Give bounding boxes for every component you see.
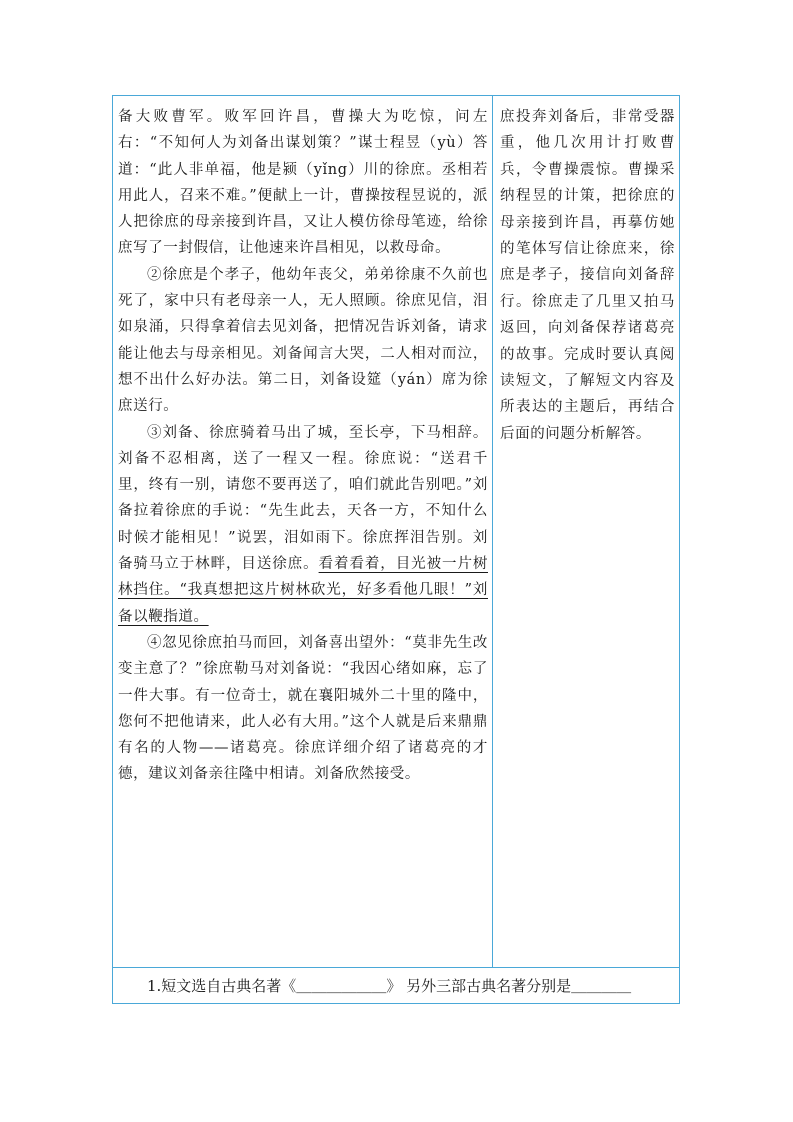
passage-paragraph-4: ④忽见徐庶拍马而回，刘备喜出望外：“莫非先生改变主意了？”徐庶勒马对刘备说：“我因心绪如麻，忘了一件大事。有一位奇士，就在襄阳城外二十里的隆中，您何不把他请来，此人必有大用。”这个人就是后来鼎鼎有名的人物——诸葛亮。徐庶详细介绍了诸葛亮的才德，建议刘备亲往隆中相请。刘备欣然接受。 [118,634,488,783]
content-table [112,95,680,1004]
passage-paragraph-3 [118,420,488,630]
underlined-sentence: 看着看着，目光被一片树林挡住。“我真想把这片树林砍光，好多看他几眼！”刘备以鞭指道。 [118,556,488,625]
analysis-text: 庶投奔刘备后，非常受器重，他几次用计打败曹兵，令曹操震惊。曹操采纳程昱的计策，把徐庶的母亲接到许昌，再摹仿她的笔体写信让徐庶来，徐庶是孝子，接信向刘备辞行。徐庶走了几里又拍马返回，向刘备保荐诸葛亮的故事。完成时要认真阅读短文，了解短文内容及所表达的主题后，再结合后面的问题分析解答。 [500,109,675,442]
question-1: 1.短文选自古典名著《＿＿＿＿＿＿》 另外三部古典名著分别是＿＿＿＿ [147,977,632,995]
passage-column [113,96,493,967]
question-row [113,967,679,1003]
passage-paragraph-1: 备大败曹军。败军回许昌，曹操大为吃惊，问左右：“不知何人为刘备出谋划策？”谋士程昱（yù）答道：“此人非单福，他是颍（yǐng）川的徐庶。丞相若用此人，召来不难。”便献上一计，曹操按程昱说的，派人把徐庶的母亲接到许昌，又让人模仿徐母笔迹，给徐庶写了一封假信，让他速来许昌相见，以救母命。 [118,109,488,257]
passage-paragraph-2: ②徐庶是个孝子，他幼年丧父，弟弟徐康不久前也死了，家中只有老母亲一人，无人照顾。徐庶见信，泪如泉涌，只得拿着信去见刘备，把情况告诉刘备，请求能让他去与母亲相见。刘备闻言大哭，二人相对而泣，想不出什么好办法。第二日，刘备设筵（yán）席为徐庶送行。 [118,266,488,415]
analysis-column [493,96,679,967]
passage-paragraph-3-text: ③刘备、徐庶骑着马出了城，至长亭，下马相辞。刘备不忍相离，送了一程又一程。徐庶说：“送君千里，终有一别，请您不要再送了，咱们就此告别吧。”刘备拉着徐庶的手说：“先生此去，天各一方，不知什么时候才能相见！”说罢，泪如雨下。徐庶挥泪告别。刘备骑马立于林畔，目送徐庶。 [118,424,488,573]
